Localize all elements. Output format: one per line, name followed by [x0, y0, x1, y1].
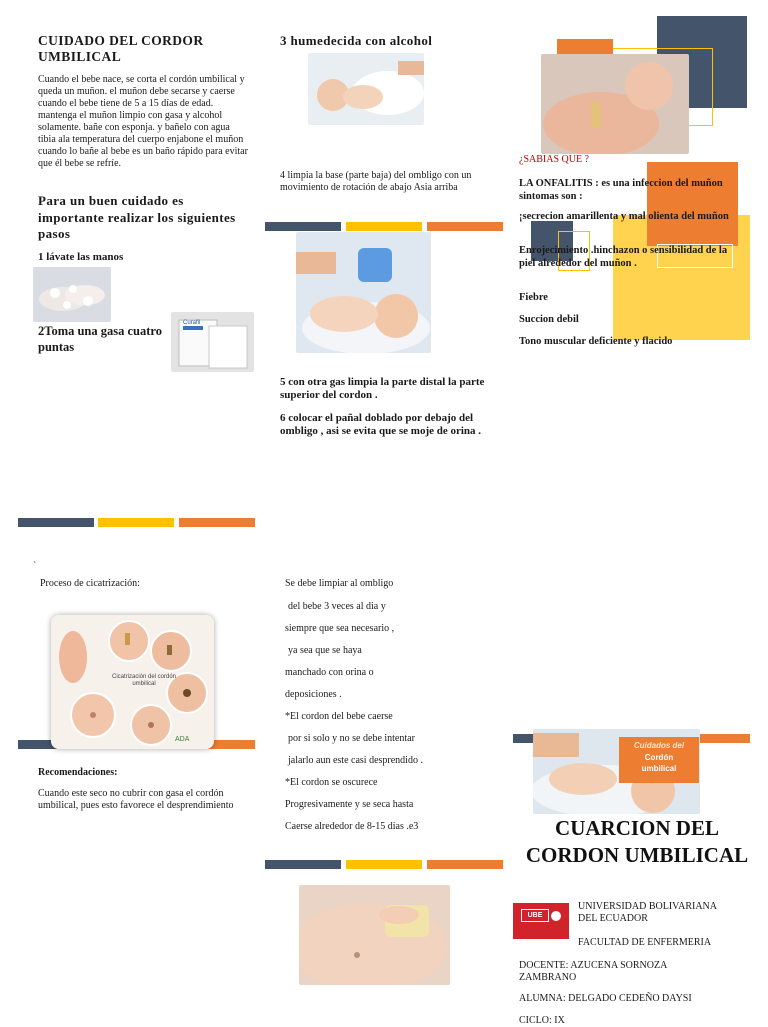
newborn-cord-image — [541, 54, 689, 154]
decor-orange-strip — [557, 39, 613, 55]
onfalitis-text: LA ONFALITIS : es una infeccion del muñon sintomas son : — [519, 178, 723, 202]
recommendations-text: Cuando este seco no cubrir con gasa el cordón umbilical, pues esto favorece el desprendimiento — [38, 788, 234, 811]
logo-text: UBE — [521, 909, 549, 922]
belly-photo — [299, 885, 450, 985]
step-5-text: 5 con otra gas limpia la parte distal la parte superior del cordon . — [280, 376, 485, 401]
divider-bar-navy — [265, 860, 341, 869]
faculty-name: FACULTAD DE ENFERMERIA — [578, 937, 712, 948]
intro-paragraph: Cuando el bebe nace, se corta el cordón umbilical y queda un muñon. el muñon debe secarse y caerse cuando el bebe tiene de 5 a 15 días de edad. mantenga el muñon limpio con gasa y alcohol solamente. bañe con esponja. y bañelo con agua tibia ala temperatura del cuerpo enjabone el muñon cuando lo bañe al bebe es un baño rápido para evitar que él bebe se refríe. — [38, 74, 248, 169]
ciclo-text: CICLO: IX — [519, 1015, 565, 1026]
divider-bar-orange — [700, 734, 750, 743]
care-line: deposiciones . — [285, 689, 342, 700]
banner-line: Cordón — [644, 753, 674, 762]
divider-bar-navy — [513, 734, 533, 743]
banner-line: Cuidados del — [633, 741, 685, 750]
banner-line: umbilical — [641, 764, 677, 773]
alumna-text: ALUMNA: DELGADO CEDEÑO DAYSI — [519, 993, 692, 1004]
process-label: Proceso de cicatrización: — [40, 578, 140, 589]
care-line: manchado con orina o — [285, 667, 374, 678]
sabias-que-heading: ¿SABIAS QUE ? — [519, 154, 589, 165]
divider-bar-orange — [427, 222, 503, 231]
divider-bar-navy — [18, 518, 94, 527]
care-line: del bebe 3 veces al dia y — [288, 601, 386, 612]
divider-bar-gold — [98, 518, 174, 527]
symptom-item: Enrojecimiento .hinchazon o sensibilidad de la piel alrededor del muñon . — [519, 245, 728, 269]
step-3-text: 3 humedecida con alcohol — [280, 33, 433, 48]
cover-baby-image — [533, 729, 700, 814]
step-4-text: 4 limpia la base (parte baja) del ombligo con un movimiento de rotación de abajo Asia arriba — [280, 170, 472, 193]
care-line: Progresivamente y se seca hasta — [285, 799, 414, 810]
hand-washing-image — [33, 267, 111, 322]
baby-cleaning-image — [296, 232, 431, 353]
symptom-item: Succion debil — [519, 314, 579, 325]
cover-main-title: CUARCION DEL CORDON UMBILICAL — [525, 816, 749, 867]
care-line: jalarlo aun este casi desprendido . — [288, 755, 423, 766]
step-1-text: 1 lávate las manos — [38, 251, 124, 263]
logo-emblem-icon — [551, 911, 561, 921]
symptom-item: Fiebre — [519, 292, 548, 303]
stray-mark: ` — [33, 561, 37, 572]
step-2-text: 2Toma una gasa cuatro puntas — [38, 324, 162, 354]
decor-orange-square — [647, 162, 738, 246]
care-line: siempre que sea necesario , — [285, 623, 395, 634]
care-line: ya sea que se haya — [288, 645, 362, 656]
divider-bar-orange — [179, 518, 255, 527]
diagram-caption: Cicatrización del cordón umbilical — [111, 674, 177, 687]
gauze-brand-label: Curafil — [183, 320, 201, 326]
symptom-item: Tono muscular deficiente y flacido — [519, 336, 673, 347]
gauze-package-image — [171, 312, 254, 372]
care-line: Caerse alrededor de 8-15 dias .e3 — [285, 821, 419, 832]
diagram-logo: ADA — [175, 736, 190, 743]
care-line: *El cordon del bebe caerse — [285, 711, 393, 722]
brochure-title: CUIDADO DEL CORDOR UMBILICAL — [38, 33, 204, 64]
university-name: UNIVERSIDAD BOLIVARIANA DEL ECUADOR — [578, 901, 717, 924]
divider-bar-navy — [265, 222, 341, 231]
recommendations-heading: Recomendaciones: — [38, 767, 118, 778]
symptom-item: ¡secrecion amarillenta y mal olienta del muñon — [519, 211, 729, 222]
university-logo — [513, 903, 569, 939]
divider-bar-gold — [346, 860, 422, 869]
care-line: *El cordon se oscurece — [285, 777, 378, 788]
baby-alcohol-image — [308, 53, 424, 125]
healing-diagram — [51, 615, 214, 749]
step-6-text: 6 colocar el pañal doblado por debajo del ombligo , asi se evita que se moje de orina . — [280, 412, 482, 437]
docente-text: DOCENTE: AZUCENA SORNOZA ZAMBRANO — [519, 960, 667, 983]
cover-banner — [619, 737, 699, 783]
care-line: por si solo y no se debe intentar — [288, 733, 415, 744]
care-line: Se debe limpiar al ombligo — [285, 578, 394, 589]
steps-heading: Para un buen cuidado es importante realizar los siguientes pasos — [38, 193, 236, 241]
divider-bar-orange — [427, 860, 503, 869]
divider-bar-gold — [346, 222, 422, 231]
